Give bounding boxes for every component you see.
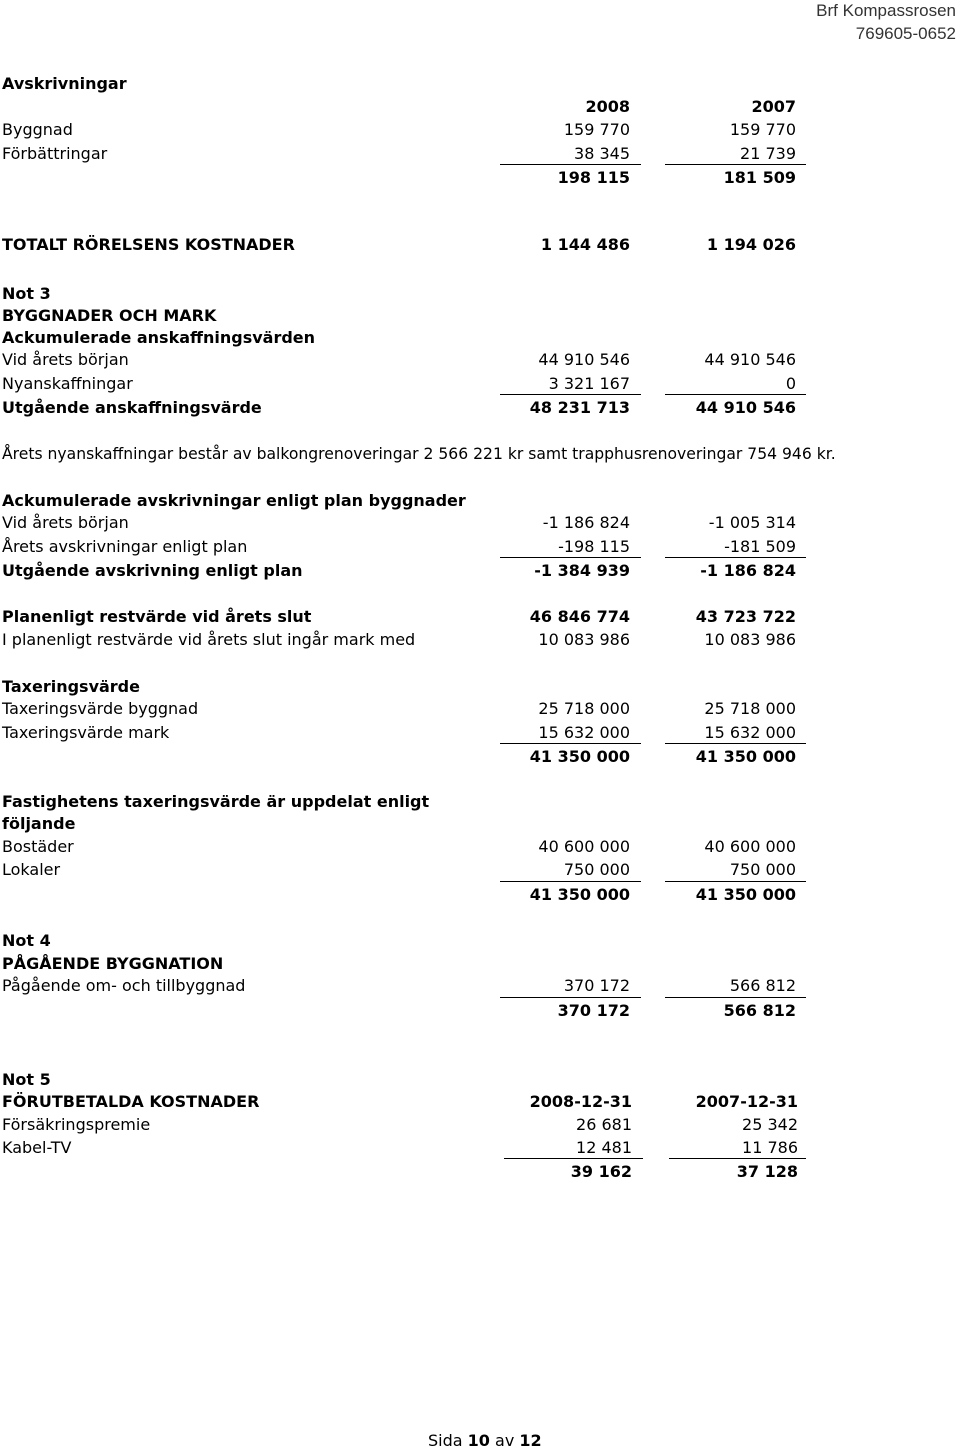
table-row: Byggnad 159 770 159 770	[2, 120, 796, 139]
page-number: 10	[467, 1431, 490, 1450]
total-row: 198 115 181 509	[557, 168, 796, 187]
total-row: 41 350 000 41 350 000	[529, 747, 796, 766]
table-row: Lokaler 750 000 750 000	[2, 860, 796, 879]
underline	[500, 557, 641, 558]
underline	[669, 1158, 806, 1159]
note-subtitle: Ackumulerade anskaffningsvärden	[2, 328, 316, 347]
note-title-row: FÖRUTBETALDA KOSTNADER 2008-12-31 2007-12-31	[2, 1092, 798, 1111]
total-operating-costs-row: TOTALT RÖRELSENS KOSTNADER 1 144 486 1 194 026	[2, 235, 796, 254]
table-row: Årets avskrivningar enligt plan -198 115 -181 509	[2, 537, 796, 556]
table-row: Taxeringsvärde mark 15 632 000 15 632 000	[2, 723, 796, 742]
underline	[500, 997, 641, 998]
table-row: Vid årets början -1 186 824 -1 005 314	[2, 513, 796, 532]
company-name: Brf Kompassrosen	[816, 1, 956, 20]
table-row: Nyanskaffningar 3 321 167 0	[2, 374, 796, 393]
year-header-row	[2, 95, 802, 118]
total-row: 41 350 000 41 350 000	[529, 885, 796, 904]
note-title: PÅGÅENDE BYGGNATION	[2, 954, 224, 973]
underline	[500, 743, 641, 744]
year-2007: 2007	[751, 97, 796, 116]
note-text: Årets nyanskaffningar består av balkongrenoveringar 2 566 221 kr samt trapphusrenoveringar 754 946 kr.	[2, 445, 836, 463]
underline	[665, 743, 806, 744]
tax-split-title: Fastighetens taxeringsvärde är uppdelat enligt	[2, 792, 430, 811]
page-header	[816, 0, 956, 45]
total-row: 39 162 37 128	[570, 1162, 798, 1181]
note-number: Not 3	[2, 284, 51, 303]
year-2008: 2008	[585, 97, 630, 116]
note-title: BYGGNADER OCH MARK	[2, 306, 217, 325]
tax-split-title-cont: följande	[2, 814, 76, 833]
underline	[500, 164, 641, 165]
total-row: Utgående avskrivning enligt plan -1 384 939 -1 186 824	[2, 561, 796, 580]
note-number: Not 4	[2, 931, 51, 950]
tax-value-title: Taxeringsvärde	[2, 677, 140, 696]
underline	[665, 557, 806, 558]
table-row: Förbättringar 38 345 21 739	[2, 144, 796, 163]
section-title-avskrivningar: Avskrivningar	[2, 74, 127, 93]
total-row: 370 172 566 812	[557, 1001, 796, 1020]
depreciation-title: Ackumulerade avskrivningar enligt plan byggnader	[2, 491, 466, 510]
underline	[504, 1158, 643, 1159]
land-value-row: I planenligt restvärde vid årets slut ingår mark med 10 083 986 10 083 986	[2, 630, 796, 649]
table-row: Försäkringspremie 26 681 25 342	[2, 1115, 798, 1134]
page-footer: Sida 10 av 12	[428, 1431, 542, 1450]
page-total: 12	[519, 1431, 542, 1450]
table-row: Kabel-TV 12 481 11 786	[2, 1138, 798, 1157]
org-number: 769605-0652	[855, 24, 956, 43]
table-row: Bostäder 40 600 000 40 600 000	[2, 837, 796, 856]
residual-value-row: Planenligt restvärde vid årets slut 46 846 774 43 723 722	[2, 607, 796, 626]
table-row: Pågående om- och tillbyggnad 370 172 566 812	[2, 976, 796, 995]
underline	[665, 164, 806, 165]
underline	[665, 394, 806, 395]
underline	[665, 997, 806, 998]
underline	[500, 394, 641, 395]
total-row: Utgående anskaffningsvärde 48 231 713 44 910 546	[2, 398, 796, 417]
underline	[665, 881, 806, 882]
table-row: Vid årets början 44 910 546 44 910 546	[2, 350, 796, 369]
underline	[500, 881, 641, 882]
note-number: Not 5	[2, 1070, 51, 1089]
table-row: Taxeringsvärde byggnad 25 718 000 25 718 000	[2, 699, 796, 718]
